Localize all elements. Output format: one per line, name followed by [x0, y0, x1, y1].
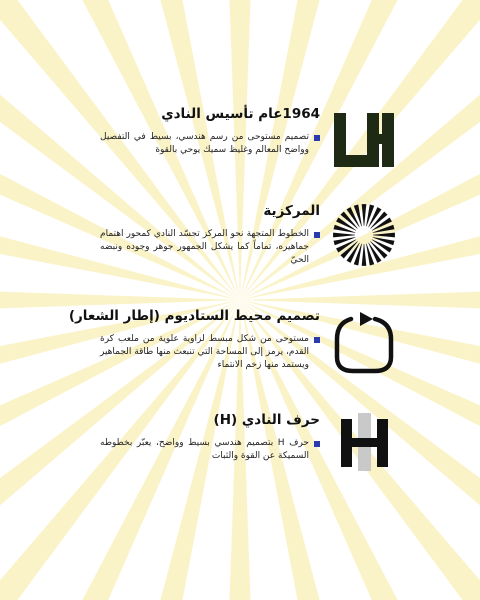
section-title-centrality: المركزية — [263, 203, 320, 219]
section-title-stadium: تصميم محيط الستاديوم (إطار الشعار) — [68, 308, 320, 324]
section-body-stadium: مستوحى من شكل مبسط لزاوية علوية من ملعب كرة القدم، يرمز إلى المساحة التي تنبعث منها طاقة الجماهير ويستمد منها زخم الانتماء — [100, 334, 309, 370]
bh-logo-icon — [331, 107, 397, 173]
section-title-letter: حرف النادي (H) — [213, 412, 320, 428]
section-text — [68, 308, 320, 372]
section-body-row — [100, 228, 320, 267]
section-body-founding: تصميم مستوحى من رسم هندسي، بسيط في التفصيل وواضح المعالم وغليظ سميك يوحي بالقوة — [100, 132, 309, 155]
bullet-square-icon — [314, 232, 320, 238]
h-letter-icon — [331, 409, 397, 475]
section-title-founding: 1964عام تأسيس النادي — [161, 106, 320, 122]
section-text — [100, 203, 320, 267]
burst-ray — [362, 204, 367, 226]
burst-ray — [362, 244, 367, 266]
burst-ray — [373, 233, 395, 238]
section-body-row — [100, 437, 320, 463]
burst-ray — [333, 233, 355, 238]
circular-arrow-icon — [331, 309, 397, 375]
section-body-letter: حرف H بتصميم هندسي بسيط وواضح، يعبّر بخطوطه السميكة عن القوة والثبات — [100, 438, 309, 461]
bullet-square-icon — [314, 135, 320, 141]
section-text — [100, 412, 320, 463]
bullet-square-icon — [314, 337, 320, 343]
section-text — [100, 106, 320, 157]
section-body-row — [100, 131, 320, 157]
radial-burst-icon — [331, 202, 397, 268]
section-body-centrality: الخطوط المتجهة نحو المركز تجسّد النادي كمحور اهتمام جماهيره، تماماً كما يشكل الجمهور جوهر وجوده ونبضه الحيّ — [100, 229, 309, 265]
bullet-square-icon — [314, 441, 320, 447]
section-body-row — [100, 333, 320, 372]
